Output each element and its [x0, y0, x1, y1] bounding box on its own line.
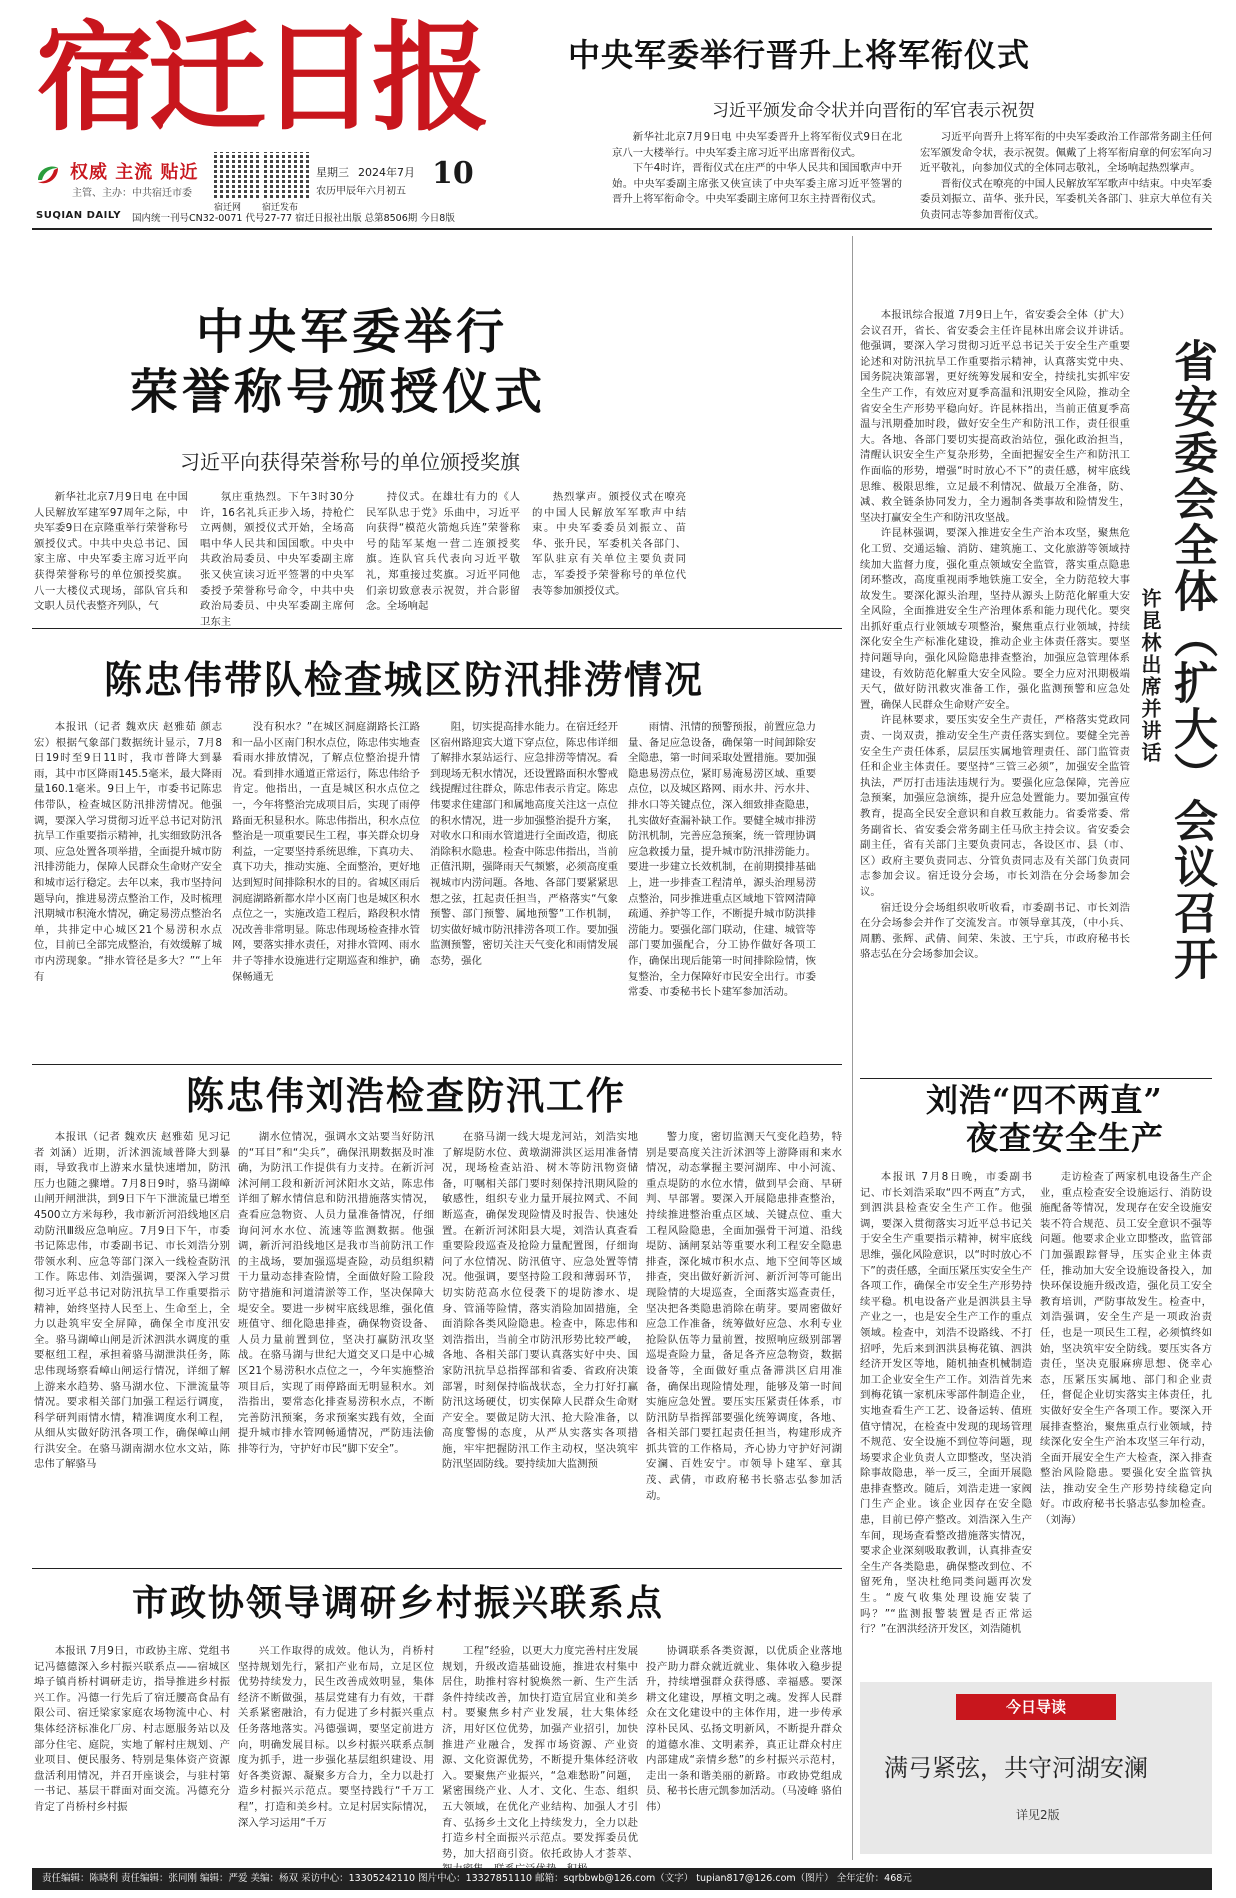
story7-headline-line1: 刘浩“四不两直” [926, 1081, 1163, 1119]
story2-col-4: 热烈掌声。颁授仪式在嘹亮的中国人民解放军军歌声中结束。中央军委委员刘振立、苗华、张升民，军委机关各部门、军队驻京有关单位主要负责同志，军委授予荣誉称号的单位代表等参加颁授仪式。 [532, 491, 686, 597]
column-divider [852, 236, 853, 1860]
date-month: 2024年7月 [358, 166, 415, 179]
masthead-slogan: 权威 主流 贴近 [70, 162, 199, 183]
qr-code-2[interactable] [264, 152, 310, 198]
story2-headline-line1: 中央军委举行 [196, 304, 509, 360]
story2-subhead: 习近平向获得荣誉称号的单位颁授奖旗 [180, 450, 520, 474]
story4-col-1: 本报讯（记者 魏欢庆 赵雅茹 见习记者 刘涵）近期，沂沭泗流域普降大到暴雨，导致我市上游来水量快速增加，防汛压力也随之骤增。7月8日9时，骆马湖嶂山闸开闸泄洪，到9日下午下泄流量已增至4500立方米每秒，我市新沂河沿线地区启动防汛Ⅲ级应急响应。7月9日下午，市委书记陈忠伟，市委副书记、市长刘浩分别带领水利、应急等部门深入一线检查防汛工作。陈忠伟、刘浩强调，要深入学习贯彻习近平总书记对防汛抗旱工作重要指示精神，始终坚持人民至上、生命至上，全力以赴筑牢安全屏障，确保全市度汛安全。骆马湖嶂山闸是沂沭泗洪水调度的重要枢纽工程，承担着骆马湖泄洪任务，陈忠伟现场察看嶂山闸运行情况，详细了解上游来水趋势、骆马湖水位、下泄流量等情况。要求相关部门加强工程运行调度，科学研判雨情水情，精准调度水利工程，从细从实做好防汛各项工作，确保嶂山闸行洪安全。在骆马湖南湖水位水文站，陈忠伟了解骆马 [34, 1131, 230, 1471]
top-story-col-2: 习近平向晋升上将军衔的中央军委政治工作部常务副主任何宏军颁发命令状，表示祝贺。佩戴了上将军衔肩章的何宏军向习近平敬礼，向参加仪式的全体同志敬礼，全场响起热烈掌声。 晋衔仪式在嘹亮的中国人民解放军军歌声中结束。中央军委委员刘振立、苗华、张升民，军委机关各部门、驻京大单位有关负责同志等参加晋衔仪式。 [920, 131, 1212, 221]
story3-col-1: 本报讯（记者 魏欢庆 赵雅茹 颜志宏）根据气象部门数据统计显示，7月8日19时至9日11时，我市普降大到暴雨，其中市区降雨145.5毫米，最大降雨量160.1毫米。9日上午，市委书记陈忠伟带队，检查城区防汛排涝情况。他强调，要深入学习贯彻习近平总书记对防汛抗旱工作重要指示精神，扎实细致防汛各项、应急处置各项举措，全面提升城市防汛排涝能力，保障人民群众生命财产安全和城市运行稳定。去年以来，我市坚持问题导向，推进易涝点整治工作，及时梳理汛期城市积淹水情况，确定易涝点整治名单，共排定中心城区21个易涝积水点位，目前已全部完成整治，有效缓解了城市内涝现象。“排水管径是多大？”“上年有 [34, 721, 222, 983]
story5-col-2: 兴工作取得的成效。他认为，肖桥村坚持规划先行，紧扣产业布局，立足区位优势持续发力，民生改善成效明显，集体经济不断做强，基层党建有力有效，干群关系紧密融洽，有力促进了乡村振兴重点任务落地落实。冯德强调，要坚定前进方向，明确发展目标。以乡村振兴联系点制度为抓手，进一步强化基层组织建设、用好各类资源、凝聚多方合力，全力以赴打造乡村振兴示范点。要坚持践行“千万工程”，打造和美乡村。立足村居实际情况，深入学习运用“千万 [238, 1645, 434, 1829]
top-story-subhead: 习近平颁发命令状并向晋衔的军官表示祝贺 [712, 101, 1035, 121]
story5-col-4: 协调联系各类资源，以优质企业落地投产助力群众就近就业、集体收入稳步提升，持续增强群众获得感、幸福感。要深耕文化建设，厚植文明之魂。发挥人民群众在文化建设中的主体作用，进一步传承淳朴民风、弘扬文明新风，不断提升群众的道德水准、文明素养，真正让群众村庄内部建成“亲情乡愁”的乡村振兴示范村，走出一条和谐美丽的新路。市政协党组成员、秘书长唐元凯参加活动。（马凌峰 骆伯伟） [646, 1645, 842, 1813]
story6-col-1: 本报讯综合报道 7月9日上午，省安委会全体（扩大）会议召开，省长、省安委会主任许昆林出席会议并讲话。他强调，要深入学习贯彻习近平总书记关于安全生产重要论述和对防汛抗旱工作重要指示精神，认真落实党中央、国务院决策部署，更好统筹发展和安全，持续扎实抓牢安全生产工作，有效应对夏季高温和汛期安全风险，推动全省安全生产形势平稳向好。许昆林指出，当前正值夏季高温与汛期叠加时段，做好安全生产和防汛工作，责任很重大。各地、各部门要切实提高政治站位，强化政治担当，清醒认识安全生产复杂形势，全面把握安全生产和防汛工作面临的形势，增强“时时放心不下”的责任感，树牢底线思维、极限思维，立足最不利情况、做最万全准备，防、减、救全链条协同发力，全力遏制各类事故和险情发生，坚决打赢安全生产和防汛攻坚战。 许昆林强调，要深入推进安全生产治本攻坚，聚焦危化工贸、交通运输、消防、建筑施工、文化旅游等领域持续加大监督力度，强化重点领域安全监管，落实重点隐患闭环整改，高度重视雨季地铁施工安全，全力防范较大事故发生。要深化源头治理，坚持从源头上防范化解重大安全风险，全面推进安全生产治理体系和能力现代化。要突出抓好重点行业领域专项整治，聚焦重点行业领域，持续深化安全生产标准化建设，推动企业主体责任落实。要坚持问题导向，强化风险隐患排查整治，加强应急管理体系建设，有效防范化解重大安全风险。要全力应对汛期极端天气，做好防汛救灾准备工作，强化监测预警和应急处置，确保人民群众生命财产安全。 许昆林要求，要压实安全生产责任，严格落实党政同责、一岗双责，推动安全生产责任落实到位。要健全完善安全生产责任体系，层层压实属地管理责任、部门监管责任和企业主体责任。要坚持“三管三必须”，加强安全监管执法，严厉打击违法违规行为。要强化应急保障，完善应急预案，加强应急演练，提升应急处置能力。要加强宣传教育，提高全民安全意识和自救互救能力。省委常委、常务副省长、省安委会常务副主任马欣主持会议。省安委会副主任，省有关部门主要负责同志，各设区市、县（市、区）政府主要负责同志、分管负责同志及有关部门负责同志参加会议。宿迁设分会场，市长刘浩在分会场参加会议。 宿迁设分会场组织收听收看，市委副书记、市长刘浩在分会场参会并作了交流发言。市领导章其茂，（中小兵、周鹏、张辉、武倩、间荣、朱波、王宁兵，市政府秘书长骆志弘在分会场参加会议。 [860, 309, 1130, 961]
story5-col-1: 本报讯 7月9日，市政协主席、党组书记冯德德深入乡村振兴联系点——宿城区埠子镇肖桥村调研走访，指导推进乡村振兴工作。冯德一行先后了宿迁腰高食品有限公司、宿迁梁家家庭农场物流中心、村集体经济标准化厂房、村志愿服务站以及部分住宅、庭院，实地了解村庄规划、产业项目、便民服务、特别是集体资产资源盘活利用情况，并召开座谈会，与驻村第一书记、基层干群面对面交流。冯德充分肯定了肖桥村乡村振 [34, 1645, 230, 1813]
story6-subhead: 许昆林出席并讲话 [1138, 588, 1162, 764]
story3-headline: 陈忠伟带队检查城区防汛排涝情况 [104, 657, 705, 702]
story3-col-2: 没有积水？”在城区洞庭湖路长江路和一品小区南门积水点位，陈忠伟实地查看雨水排放情况，了解点位整治提升情况。看到排水通道正常运行，陈忠伟给予肯定。他指出，一直是城区积水点位之一，今年将整治完成项目后，实现了雨停路面无积显积水。陈忠伟指出，积水点位整治是一项重要民生工程，事关群众切身利益，一定要坚持系统思维，下真功夫、真下功夫，推动实施、全面整治，更好地达到短时间排除积水的目的。省城区雨后洞庭湖路新都水岸小区南门也是城区积水点位之一，实施改造工程后，路段积水情况改善非常明显。陈忠伟现场检查排水管网，要落实排水责任，对排水管网、雨水井子等排水设施进行定期巡查和维护，确保畅通无 [232, 721, 420, 983]
story4-headline: 陈忠伟刘浩检查防汛工作 [186, 1073, 627, 1118]
story2-col-3: 持仪式。在雄壮有力的《人民军队忠于党》乐曲中，习近平向获得“模范火箭炮兵连”荣誉称号的陆军某炮一营二连颁授奖旗。连队官兵代表向习近平敬礼，郑重接过奖旗。习近平同他们亲切致意表示祝贺，并合影留念。全场响起 [366, 491, 520, 613]
teaser-box[interactable] [860, 1682, 1212, 1854]
date-weekday: 星期三 [316, 166, 349, 179]
divider-1 [32, 628, 842, 629]
qr-label-1: 宿迁网 [214, 203, 242, 213]
story3-col-4: 雨情、汛情的预警预报，前置应急力量、备足应急设备，确保第一时间卸除安全隐患，第一时间采取处置措施。要加强隐患易涝点位，紧盯易淹易涝区域、重要点位，以及城区路网、雨水井、污水井、排水口等关键点位，深入细致排查隐患，扎实做好查漏补缺工作。要健全城市排涝防汛机制，完善应急预案，统一管理协调应急救援力量，提升城市防汛排涝能力。要进一步建立长效机制，在前期摸排基础上，进一步排查工程清单，源头治理易涝点整治，同步推进重点区域地下管网清障疏通、养护等工作，不断提升城市防洪排涝能力。要强化部门联动，住建、城管等部门要加强配合，分工协作做好各项工作，确保出现后能第一时间排除险情，恢复整治，全力保障好市民安全出行。市委常委、市委秘书长卜建军参加活动。 [628, 721, 816, 999]
divider-3 [32, 1568, 842, 1569]
top-story-headline: 中央军委举行晋升上将军衔仪式 [568, 36, 1031, 74]
masthead-sponsor: 主管、主办：中共宿迁市委 [72, 188, 192, 199]
story2-col-1: 新华社北京7月9日电 在中国人民解放军建军97周年之际，中央军委9日在京隆重举行荣誉称号颁授仪式。中共中央总书记、国家主席、中央军委主席习近平向获得荣誉称号的单位颁授奖旗。八一大楼仪式现场，部队官兵和文职人员代表整齐列队，气 [34, 491, 188, 613]
story4-col-3: 在骆马湖一线大堤龙河站，刘浩实地了解堤防水位、黄墩湖滞洪区运用准备情况，现场检查站沿、树木等防汛物资储备，叮嘱相关部门要时刻保持汛期风险的敏感性，组织专业力量开展拉网式、不间断巡查，确保发现险情及时报告、快速处置。在新沂河沭阳县大堤，刘浩认真查看重要险段巡查及抢险力量配置图，仔细询问了水位情况、防汛值守、应急处置等情况。他强调，要坚持险工段和薄弱环节，切实防范高水位侵袭下的堤防渗水、堤身、管涌等险情，落实消险加固措施，全面消除各类风险隐患。检查中，陈忠伟和刘浩指出，当前全市防汛形势比较严峻，各地、各相关部门要认真落实好中央、国家防汛抗旱总指挥部和省委、省政府决策部署，时刻保持临战状态，全力打好打赢防汛这场硬仗，切实保障人民群众生命财产安全。要做足防大汛、抢大险准备，以高度警惕的态度，从严从实落实各项措施，牢牢把握防汛工作主动权，坚决筑牢防汛坚固防线。要持续加大监测预 [442, 1131, 638, 1471]
story5-col-3: 工程”经验，以更大力度完善村庄发展规划，升级改造基础设施，推进农村集中居住，助推村容村貌焕然一新、生产生活条件持续改善，加快打造宜居宜业和美乡村。要聚焦乡村产业发展，壮大集体经济，用好区位优势，加强产业招引，加快推进产业融合，发挥市场资源、产业资源、文化资源优势，不断提升集体经济收入。要聚焦产业振兴，“急难愁盼”问题，紧密围绕产业、人才、文化、生态、组织五大领域，在优化产业结构、加强人才引育、弘扬乡土文化上持续发力，全力以赴打造乡村全面振兴示范点。要发挥委员优势，加大招商引资。依托政协人才荟萃、 [442, 1645, 638, 1860]
story6-headline: 省安委会全体（扩大）会议召开 [1166, 338, 1217, 982]
teaser-headline[interactable]: 满弓紧弦，共守河湖安澜 [884, 1754, 1148, 1782]
story3-col-3: 阻，切实提高排水能力。在宿迁经开区宿州路迎宾大道下穿点位，陈忠伟详细了解排水泵站运行、应急排涝等情况。看到现场无积水情况，还设置路面积水警戒线提醒过往群众，陈忠伟表示肯定。陈忠伟要求住建部门和属地高度关注这一点位的积水情况，进一步加强整治提升方案，对收水口和雨水管道进行全面改造，彻底消除积水隐患。检查中陈忠伟指出，当前正值汛期，强降雨天气频繁，必须高度重视城市内涝问题。各地、各部门要紧紧思想之弦，扛起责任担当，严格落实“气象预警、部门预警、属地预警”工作机制，切实做好城市防汛排涝各项工作。要加强监测预警，密切关注天气变化和雨情发展态势，强化 [430, 721, 618, 967]
story4-col-2: 湖水位情况，强调水文站要当好防汛的“耳目”和“尖兵”，确保汛期数据及时准确，为防汛工作提供有力支持。在新沂河沭河闸工段和新沂河沭阳水文站，陈忠伟详细了解水情信息和防汛措施落实情况，查看应急物资、人员力量准备情况，仔细询问河水水位、流速等监测数据。他强调，新沂河沿线地区是我市当前防汛工作的主战场，要加强巡堤查险，动员组织精干力量动态排查险情，全面做好险工险段防守措施和河道清淤等工作，坚决保障大堤安全。要进一步树牢底线思维，强化值班值守、细化隐患排查，确保物资设备、人员力量前置到位，坚决打赢防汛攻坚战。在骆马湖与世纪大道交叉口是中心城区21个易涝积水点位之一，今年实施整治项目后，实现了雨停路面无明显积水。刘浩指出，要常态化排查易涝积水点，不断完善防汛预案，务求预案实践有效，全面提升城市排水管网畅通情况，严防违法偷排等行为，守护好市民“脚下安全”。 [238, 1131, 434, 1455]
story2-col-2: 氛庄重热烈。下午3时30分许，16名礼兵正步入场，持枪伫立两侧，颁授仪式开始，全场高唱中华人民共和国国歌。中央中共政治局委员、中央军委副主席张又侠宣读习近平签署的中央军委授予荣誉称号命令，中共中央政治局委员、中央军委副主席何卫东主 [200, 491, 354, 628]
story7-col-1: 本报讯 7月8日晚，市委副书记、市长刘浩采取“四不两直”方式，到泗洪县检查安全生产工作。他强调，要深入贯彻落实习近平总书记关于安全生产重要指示精神，树牢底线思维，强化风险意识，以“时时放心不下”的责任感，全面压紧压实安全生产各项工作，确保全市安全生产形势持续平稳。机电设备产业是泗洪县主导产业之一，也是安全生产工作的重点领域。检查中，刘浩不设路线、不打招呼，先后来到泗洪县梅花镇、泗洪经济开发区等地，随机抽查机械制造加工企业安全生产工作。刘浩首先来到梅花镇一家机床零部件制造企业，实地查看生产工艺、设备运转、值班值守情况，在检查中发现的现场管理不规范、安全设施不到位等问题，现场要求企业负责人立即整改，坚决消除事故隐患，举一反三，全面开展隐患排查整改。随后，刘浩走进一家阀门生产企业。该企业因存在安全隐患，目前已停产整改。刘浩深入生产车间，现场查看整改措施落实情况，要求企业深刻吸取教训，认真排查安全生产各类隐患，确保整改到位、不留死角，坚决杜绝同类问题再次发生。“废气收集处理设施安装了吗？”“监测报警装置是否正常运行？”在泗洪经济开发区，刘浩随机 [860, 1171, 1032, 1636]
masthead-english: SUQIAN DAILY [36, 210, 121, 221]
story7-headline-line2: 夜查安全生产 [966, 1119, 1165, 1157]
masthead-title: 宿迁日报 [36, 8, 485, 147]
top-story-col-1: 新华社北京7月9日电 中央军委晋升上将军衔仪式9日在北京八一大楼举行。中央军委主席习近平出席晋衔仪式。 下午4时许，晋衔仪式在庄严的中华人民共和国国歌声中开始。中央军委副主席张又侠宣读了中央军委主席习近平签署的晋升上将军衔命令。中央军委副主席何卫东主持晋衔仪式。 [612, 131, 902, 206]
divider-4 [860, 1078, 1212, 1079]
teaser-page: 详见2版 [1016, 1808, 1060, 1822]
masthead-rule [32, 228, 1212, 230]
story4-col-4: 警力度，密切监测天气变化趋势，特别是要高度关注沂沭泗等上游降雨和来水情况，动态掌握主要河湖库、中小河流、重点堤防的水位水情，做到早会商、早研判、早部署。要深入开展隐患排查整治，持续推进整治重点区域、关键点位、重大工程风险隐患，全面加强骨干河道、沿线堤防、涵闸泵站等重要水利工程安全隐患排查，深化城市积水点、地下空间等区域排查，突出做好新沂河、新沂河等可能出现险情的大堤巡查，全面落实巡查责任，坚决把各类隐患消除在萌芽。要周密做好应急工作准备，统筹做好应急、水利专业抢险队伍等力量前置，按照响应级别部署巡堤查险力量，备足各齐应急物资，数据设备等，全面做好重点备滞洪区启用准备，确保出现险情处理，能够及第一时间实施应急处置。要压实压紧责任体系，市防汛防旱指挥部要强化统筹调度，各地、各相关部门要扛起责任担当，构建形成齐抓共管的工作格局，齐心协力守护好河湖安澜、百姓安宁。市领导卜建军、章其茂、武倩，市政府秘书长骆志弘参加活动。 [646, 1131, 842, 1502]
qr-code-1[interactable] [214, 152, 260, 198]
qr-label-2: 宿迁发布 [262, 203, 299, 213]
story5-headline: 市政协领导调研乡村振兴联系点 [132, 1582, 665, 1624]
date-day: 10 [432, 156, 474, 191]
masthead-codes: 国内统一刊号CN32-0071 代号27-77 宿迁日报社出版 总第8506期 今日8版 [132, 213, 455, 224]
masthead-logo-icon [34, 160, 62, 188]
footer-bar: 责任编辑：陈晓利 责任编辑：张同刚 编辑：严爱 美编：杨双 采访中心：13305242110 图片中心：13327851110 邮箱：sqrbbwb@126.com（文字） tupian817@126.com（图片） 全年定价：468元 [32, 1868, 1212, 1890]
date-lunar: 农历甲辰年六月初五 [316, 186, 406, 197]
story2-headline-line2: 荣誉称号颁授仪式 [130, 364, 547, 420]
divider-2 [32, 1064, 842, 1065]
teaser-label: 今日导读 [956, 1694, 1116, 1720]
story7-col-2: 走访检查了两家机电设备生产企业，重点检查安全设施运行、消防设施配备等情况，发现存在安全设施安装不符合规范、员工安全意识不强等问题。他要求企业立即整改，监管部门加强跟踪督导，压实企业主体责任，推动加大安全设施设备投入，加快环保设施升级改造，强化员工安全教育培训，严防事故发生。检查中，刘浩强调，安全生产是一项政治责任，也是一项民生工程，必须慎终如始，坚决筑牢安全防线。要压实各方责任，坚决克服麻痹思想、侥幸心态，压紧压实属地、部门和企业责任，督促企业切实落实主体责任，扎实做好安全生产各项工作。要深入开展排查整治，聚焦重点行业领域，持续深化安全生产治本攻坚三年行动，全面开展安全生产大检查，深入排查整治风险隐患。要强化安全监管执法，推动安全生产形势持续稳定向好。市政府秘书长骆志弘参加检查。（刘海） [1040, 1171, 1212, 1527]
